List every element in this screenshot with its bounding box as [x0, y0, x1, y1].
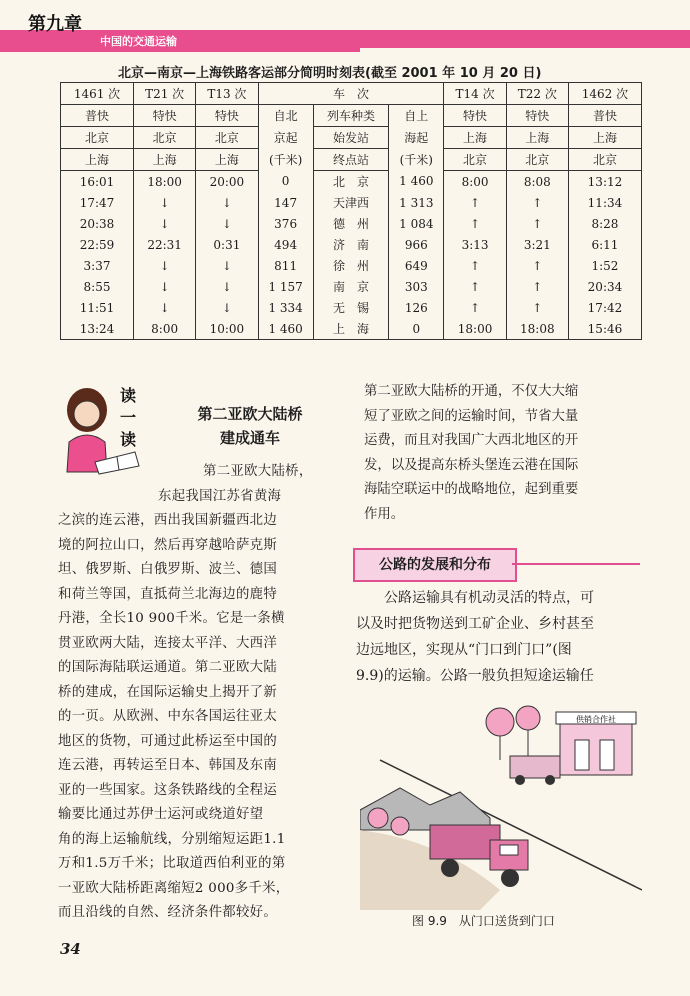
time-cell: 16:01 — [61, 171, 134, 193]
text-line: 地区的货物，可通过此桥运至中国的 — [58, 733, 278, 749]
text-line: 和荷兰等国，直抵荷兰北海边的鹿特 — [58, 586, 278, 602]
station-header: 始发站 — [313, 127, 388, 149]
text-line: 第二亚欧大陆桥的开通，不仅大大缩 — [364, 384, 579, 399]
dist-sh-cell: 1 313 — [389, 192, 444, 213]
time-cell: ↑ — [444, 192, 506, 213]
station-cell: 上 海 — [313, 318, 388, 340]
time-cell: ↑ — [506, 297, 568, 318]
time-cell: ↓ — [134, 297, 196, 318]
time-cell: 17:42 — [568, 297, 641, 318]
dist-sh-cell: 1 460 — [389, 171, 444, 193]
time-cell: 8:55 — [61, 276, 134, 297]
reading-title-line2: 建成通车 — [219, 429, 280, 447]
time-cell: ↑ — [506, 276, 568, 297]
section-text — [356, 585, 646, 689]
train-type: 普快 — [568, 105, 641, 127]
reading-title — [160, 402, 340, 450]
dist-bj-cell: 1 157 — [258, 276, 313, 297]
table-row — [61, 192, 642, 213]
timetable-title: 北京—南京—上海铁路客运部分简明时刻表(截至 2001 年 10 月 20 日) — [118, 66, 542, 81]
timetable — [60, 82, 642, 340]
time-cell: 18:08 — [506, 318, 568, 340]
dist-sh-cell: 0 — [389, 318, 444, 340]
time-cell: ↑ — [444, 276, 506, 297]
station-cell: 德 州 — [313, 213, 388, 234]
table-row — [61, 318, 642, 340]
train-code: 1462 次 — [568, 83, 641, 105]
train-type: 特快 — [444, 105, 506, 127]
train-type: 普快 — [61, 105, 134, 127]
table-row — [61, 213, 642, 234]
dist-sh-header: 海起 — [389, 127, 444, 149]
train-to: 上海 — [134, 149, 196, 171]
text-line: 而且沿线的自然、经济条件都较好。 — [58, 905, 278, 920]
text-line: 桥的建成，在国际运输史上揭开了新 — [58, 684, 278, 700]
train-code: T13 次 — [196, 83, 258, 105]
delivery-illustration — [360, 700, 642, 910]
train-from: 北京 — [134, 127, 196, 149]
dist-sh-header: (千米) — [389, 149, 444, 171]
time-cell: 8:08 — [506, 171, 568, 193]
train-code: T22 次 — [506, 83, 568, 105]
station-cell: 天津西 — [313, 192, 388, 213]
time-cell: ↓ — [134, 213, 196, 234]
time-cell: ↓ — [134, 192, 196, 213]
dist-bj-cell: 494 — [258, 234, 313, 255]
time-cell: 10:00 — [196, 318, 258, 340]
text-line: 坦、俄罗斯、白俄罗斯、波兰、德国 — [58, 562, 278, 577]
dist-sh-cell: 1 084 — [389, 213, 444, 234]
station-header: 终点站 — [313, 149, 388, 171]
dist-bj-cell: 376 — [258, 213, 313, 234]
train-from: 北京 — [61, 127, 134, 149]
time-cell: 20:38 — [61, 213, 134, 234]
time-cell: ↑ — [444, 297, 506, 318]
time-cell: 1:52 — [568, 255, 641, 276]
dist-bj-header: 京起 — [258, 127, 313, 149]
dist-bj-header: 自北 — [258, 105, 313, 127]
time-cell: ↑ — [506, 255, 568, 276]
time-cell: 15:46 — [568, 318, 641, 340]
text-line: 的一页。从欧洲、中东各国运往亚太 — [58, 709, 278, 724]
dist-bj-cell: 147 — [258, 192, 313, 213]
station-cell: 济 南 — [313, 234, 388, 255]
reading-title-line1: 第二亚欧大陆桥 — [197, 405, 303, 423]
time-cell: ↓ — [196, 213, 258, 234]
text-line: 输要比通过苏伊士运河或绕道好望 — [58, 807, 264, 822]
time-cell: 3:21 — [506, 234, 568, 255]
store-sign: 供销合作社 — [576, 715, 616, 724]
text-line: 公路运输具有机动灵活的特点，可 — [356, 590, 594, 606]
table-row — [61, 255, 642, 276]
time-cell: ↓ — [134, 255, 196, 276]
reading-right-text — [364, 380, 644, 527]
time-cell: ↑ — [506, 213, 568, 234]
table-row — [61, 276, 642, 297]
section-heading: 公路的发展和分布 — [353, 548, 517, 582]
time-cell: 17:47 — [61, 192, 134, 213]
time-cell: 20:34 — [568, 276, 641, 297]
table-row — [61, 234, 642, 255]
train-from: 上海 — [568, 127, 641, 149]
reading-left-text — [58, 460, 348, 926]
station-cell: 无 锡 — [313, 297, 388, 318]
time-cell: 11:34 — [568, 192, 641, 213]
train-to: 北京 — [506, 149, 568, 171]
train-type: 特快 — [134, 105, 196, 127]
time-cell: 13:12 — [568, 171, 641, 193]
time-cell: ↓ — [196, 192, 258, 213]
train-to: 上海 — [196, 149, 258, 171]
time-cell: 18:00 — [444, 318, 506, 340]
time-cell: 6:11 — [568, 234, 641, 255]
text-line: 亚的一些国家。这条铁路线的全程运 — [58, 782, 278, 798]
train-to: 北京 — [444, 149, 506, 171]
dist-sh-cell: 649 — [389, 255, 444, 276]
text-line: 以及时把货物送到工矿企业、乡村甚至 — [356, 616, 594, 632]
text-line: 万和1.5万千米；比取道西伯利亚的第 — [58, 856, 286, 871]
text-line: 东起我国江苏省黄海 — [158, 488, 282, 504]
text-line: 第二亚欧大陆桥， — [203, 464, 313, 479]
time-cell: 22:59 — [61, 234, 134, 255]
station-cell: 北 京 — [313, 171, 388, 193]
text-line: 的国际海陆联运通道。第二亚欧大陆 — [58, 660, 278, 675]
reading-label: 读一读 — [120, 386, 137, 449]
time-cell: 8:00 — [134, 318, 196, 340]
text-line: 发，以及提高东桥头堡连云港在国际 — [364, 457, 579, 473]
time-cell: ↓ — [196, 255, 258, 276]
text-line: 境的阿拉山口，然后再穿越哈萨克斯 — [58, 537, 278, 553]
train-code: T14 次 — [444, 83, 506, 105]
dist-sh-cell: 126 — [389, 297, 444, 318]
train-from: 上海 — [444, 127, 506, 149]
time-cell: ↓ — [134, 276, 196, 297]
time-cell: 11:51 — [61, 297, 134, 318]
time-cell: 3:13 — [444, 234, 506, 255]
time-cell: 3:37 — [61, 255, 134, 276]
time-cell: ↑ — [444, 255, 506, 276]
text-line: 9.9)的运输。公路一般负担短途运输任 — [356, 668, 594, 684]
text-line: 海陆空联运中的战略地位，起到重要 — [364, 482, 579, 497]
page-number: 34 — [60, 940, 81, 958]
dist-bj-cell: 811 — [258, 255, 313, 276]
time-cell: 0:31 — [196, 234, 258, 255]
chapter-title: 第九章 — [28, 14, 82, 35]
text-line: 贯亚欧两大陆，连接太平洋、大西洋 — [58, 635, 278, 651]
text-line: 一亚欧大陆桥距离缩短2 000多千米， — [58, 880, 290, 896]
text-line: 作用。 — [364, 506, 405, 522]
time-cell: ↓ — [196, 276, 258, 297]
train-code: T21 次 — [134, 83, 196, 105]
train-from: 北京 — [196, 127, 258, 149]
station-cell: 南 京 — [313, 276, 388, 297]
table-row — [61, 171, 642, 193]
text-line: 丹港，全长10 900千米。它是一条横 — [58, 611, 285, 626]
center-header: 车 次 — [258, 83, 444, 105]
text-line: 连云港，再转运至日本、韩国及东南 — [58, 758, 278, 773]
train-code: 1461 次 — [61, 83, 134, 105]
time-cell: 22:31 — [134, 234, 196, 255]
time-cell: 8:28 — [568, 213, 641, 234]
figure-caption: 图 9.9 从门口送货到门口 — [412, 914, 555, 928]
dist-bj-cell: 0 — [258, 171, 313, 193]
text-line: 角的海上运输航线，分别缩短运距1.1 — [58, 831, 286, 847]
time-cell: ↑ — [444, 213, 506, 234]
dist-bj-cell: 1 460 — [258, 318, 313, 340]
dist-bj-cell: 1 334 — [258, 297, 313, 318]
text-line: 边远地区，实现从“门口到门口”(图 — [356, 642, 572, 658]
time-cell: 8:00 — [444, 171, 506, 193]
chapter-header-underline — [0, 48, 360, 52]
station-header: 列车种类 — [313, 105, 388, 127]
time-cell: 13:24 — [61, 318, 134, 340]
text-line: 运费，而且对我国广大西北地区的开 — [364, 433, 579, 448]
train-type: 特快 — [196, 105, 258, 127]
time-cell: 20:00 — [196, 171, 258, 193]
text-line: 之滨的连云港，西出我国新疆西北边 — [58, 513, 278, 528]
table-row — [61, 297, 642, 318]
section-heading-rule — [512, 563, 640, 565]
dist-sh-header: 自上 — [389, 105, 444, 127]
station-cell: 徐 州 — [313, 255, 388, 276]
time-cell: ↑ — [506, 192, 568, 213]
dist-sh-cell: 303 — [389, 276, 444, 297]
time-cell: ↓ — [196, 297, 258, 318]
chapter-subtitle: 中国的交通运输 — [100, 35, 177, 48]
train-type: 特快 — [506, 105, 568, 127]
dist-sh-cell: 966 — [389, 234, 444, 255]
text-line: 短了亚欧之间的运输时间，节省大量 — [364, 408, 579, 424]
time-cell: 18:00 — [134, 171, 196, 193]
train-to: 上海 — [61, 149, 134, 171]
train-to: 北京 — [568, 149, 641, 171]
train-from: 上海 — [506, 127, 568, 149]
dist-bj-header: (千米) — [258, 149, 313, 171]
